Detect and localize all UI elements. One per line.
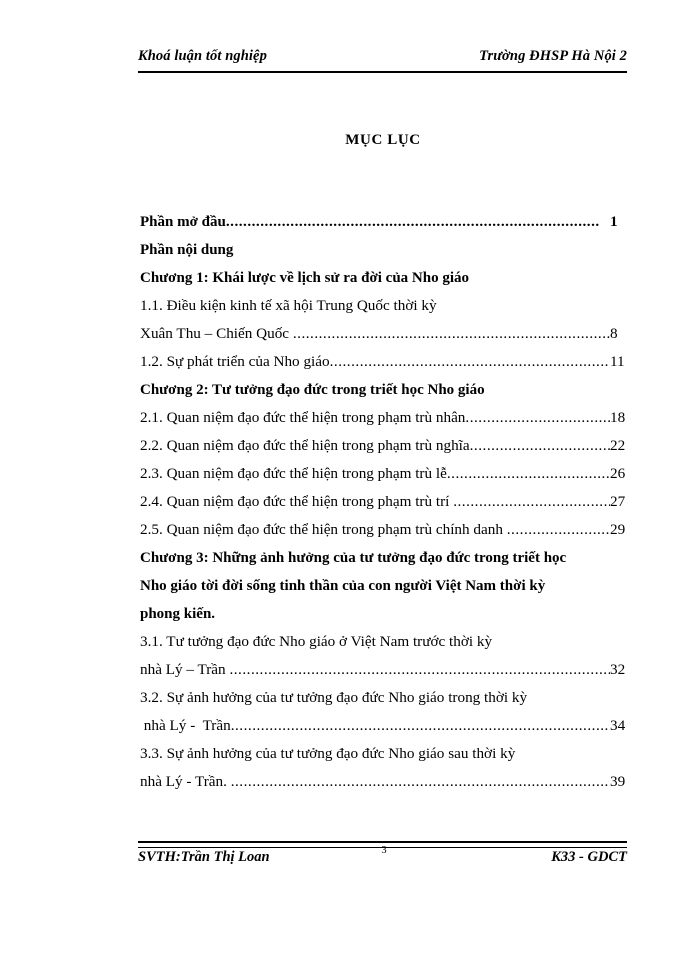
- page-footer: [138, 849, 627, 866]
- footer-right-text: K33 - GDCT: [551, 849, 627, 865]
- toc-entry[interactable]: [140, 488, 632, 516]
- toc-dot-leader: [293, 320, 610, 348]
- toc-entry[interactable]: [140, 208, 632, 236]
- toc-entry-label: Chương 3: Những ảnh hưởng của tư tưởng đạo đức trong triết học: [140, 550, 567, 566]
- toc-entry-label: 1.2. Sự phát triển của Nho giáo: [140, 353, 330, 370]
- toc-entry[interactable]: [140, 516, 632, 544]
- toc-entry[interactable]: [140, 320, 632, 348]
- toc-entry[interactable]: [140, 264, 632, 292]
- footer-left-text: SVTH:Trần Thị Loan: [138, 849, 270, 865]
- toc-entry-label: Phần nội dung: [140, 242, 234, 258]
- toc-entry-label: Xuân Thu – Chiến Quốc: [140, 325, 293, 342]
- toc-entry[interactable]: [140, 684, 632, 712]
- toc-dot-leader: [229, 656, 610, 684]
- toc-entry[interactable]: [140, 376, 632, 404]
- toc-entry-label: nhà Lý – Trần: [140, 661, 230, 678]
- toc-entry[interactable]: [140, 572, 632, 600]
- toc-dot-leader: [470, 432, 610, 460]
- toc-entry-page-number: 11: [610, 353, 625, 370]
- toc-dot-leader: [465, 404, 610, 432]
- toc-entry[interactable]: [140, 404, 632, 432]
- toc-entry-page-number: 32: [610, 661, 626, 678]
- toc-dot-leader: [330, 348, 610, 376]
- toc-entry-label: 2.2. Quan niệm đạo đức thể hiện trong phạm trù nghĩa: [140, 437, 470, 454]
- table-of-contents: [140, 208, 632, 796]
- footer-rule-thick: [138, 841, 627, 843]
- toc-entry[interactable]: [140, 348, 632, 376]
- toc-entry-label: 2.1. Quan niệm đạo đức thể hiện trong phạm trù nhân: [140, 409, 466, 426]
- toc-entry-page-number: 34: [610, 717, 626, 734]
- toc-entry[interactable]: [140, 236, 632, 264]
- toc-entry-label: 3.1. Tư tưởng đạo đức Nho giáo ở Việt Nam trước thời kỳ: [140, 633, 493, 650]
- header-right-text: Trường ĐHSP Hà Nội 2: [479, 48, 627, 64]
- toc-entry-label: Chương 2: Tư tưởng đạo đức trong triết học Nho giáo: [140, 382, 485, 398]
- toc-entry-label: 3.2. Sự ảnh hưởng của tư tưởng đạo đức Nho giáo trong thời kỳ: [140, 689, 528, 706]
- toc-dot-leader: [453, 488, 610, 516]
- toc-entry-label: 2.3. Quan niệm đạo đức thể hiện trong phạm trù lễ: [140, 465, 447, 482]
- toc-dot-leader: [226, 208, 599, 236]
- toc-entry[interactable]: [140, 432, 632, 460]
- toc-entry[interactable]: [140, 656, 632, 684]
- toc-entry-label: Chương 1: Khái lược về lịch sử ra đời của Nho giáo: [140, 270, 470, 286]
- toc-entry-label: Nho giáo tời đời sống tinh thần của con người Việt Nam thời kỳ: [140, 578, 546, 594]
- toc-entry-page-number: 29: [610, 521, 626, 538]
- toc-entry-label: 2.4. Quan niệm đạo đức thể hiện trong phạm trù trí: [140, 493, 454, 510]
- header-left-text: Khoá luận tốt nghiệp: [138, 48, 267, 64]
- toc-entry-label: 2.5. Quan niệm đạo đức thể hiện trong phạm trù chính danh: [140, 521, 507, 538]
- toc-entry-page-number: 22: [610, 437, 626, 454]
- toc-entry[interactable]: [140, 768, 632, 796]
- toc-entry[interactable]: [140, 460, 632, 488]
- page-title: MỤC LỤC: [345, 132, 421, 148]
- toc-entry-page-number: 39: [610, 773, 626, 790]
- toc-entry-label: nhà Lý - Trần.: [140, 773, 231, 790]
- toc-entry-label: phong kiến.: [140, 606, 216, 622]
- toc-entry-label: 1.1. Điều kiện kinh tế xã hội Trung Quốc thời kỳ: [140, 297, 437, 314]
- toc-entry-page-number: 26: [610, 465, 626, 482]
- toc-entry-page-number: 27: [610, 493, 626, 510]
- page-number: 3: [381, 845, 387, 856]
- header-rule: [138, 71, 627, 73]
- toc-entry-page-number: 18: [610, 409, 626, 426]
- toc-entry-label: Phần mở đầu: [140, 214, 226, 230]
- toc-entry[interactable]: [140, 292, 632, 320]
- toc-dot-leader: [231, 768, 610, 796]
- toc-dot-leader: [231, 712, 610, 740]
- toc-entry-label: 3.3. Sự ảnh hưởng của tư tưởng đạo đức Nho giáo sau thời kỳ: [140, 745, 516, 762]
- toc-entry-page-number: 1: [610, 213, 618, 230]
- toc-entry[interactable]: [140, 628, 632, 656]
- toc-entry[interactable]: [140, 544, 632, 572]
- toc-entry[interactable]: [140, 712, 632, 740]
- toc-entry[interactable]: [140, 740, 632, 768]
- toc-dot-leader: [447, 460, 610, 488]
- toc-entry-page-number: 8: [610, 325, 618, 342]
- toc-dot-leader: [507, 516, 610, 544]
- page-header: [138, 48, 627, 65]
- toc-entry-label: nhà Lý - Trần: [140, 717, 231, 734]
- toc-entry[interactable]: [140, 600, 632, 628]
